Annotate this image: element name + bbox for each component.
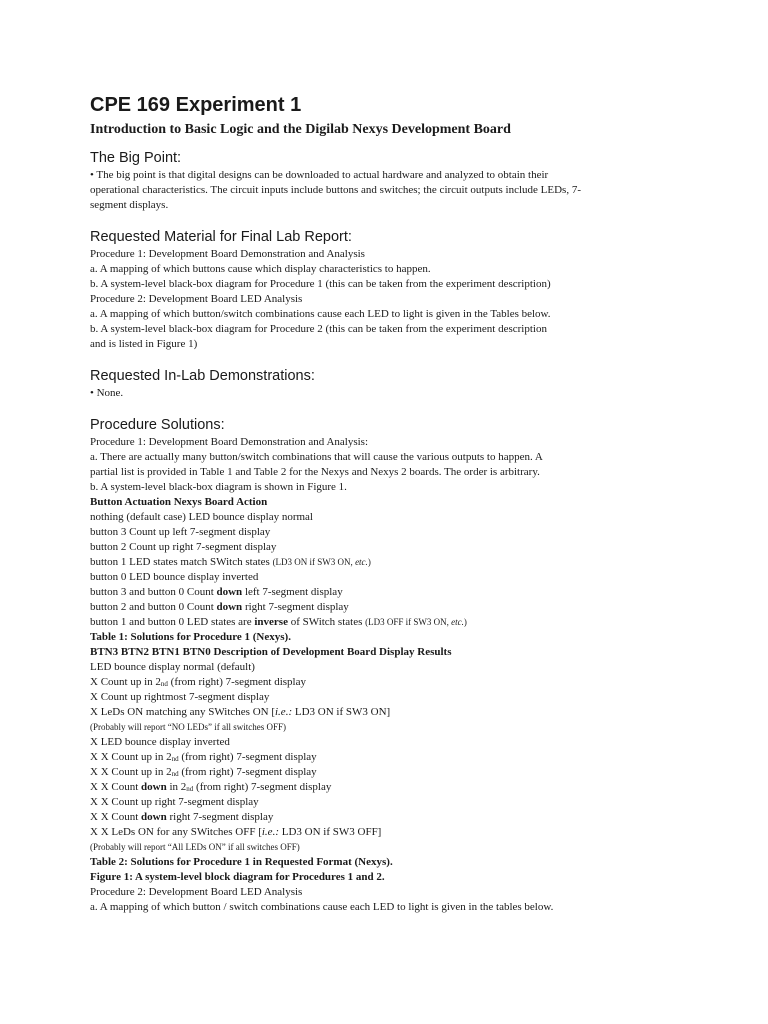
paragraph-line: a. A mapping of which button / switch combinations cause each LED to light is given in the tables below. (90, 901, 554, 913)
table-row (90, 825, 650, 840)
table-row (90, 675, 650, 690)
row-text: X Count up in 2 (90, 676, 161, 688)
table-row: nothing (default case) LED bounce display normal (90, 511, 313, 523)
paragraph-line: Procedure 2: Development Board LED Analysis (90, 886, 303, 898)
row-text: LD3 ON if SW3 ON] (292, 706, 391, 718)
table-row (90, 810, 650, 825)
row-text: (from right) 7-segment display (178, 751, 317, 763)
table2-caption: Table 2: Solutions for Procedure 1 in Requested Format (Nexys). (90, 856, 393, 868)
table1-caption: Table 1: Solutions for Procedure 1 (Nexys). (90, 631, 291, 643)
table-row: X Count up rightmost 7-segment display (90, 691, 270, 703)
paragraph-line: b. A system-level black-box diagram is shown in Figure 1. (90, 481, 347, 493)
row-note: ) (463, 617, 467, 627)
row-text: button 1 LED states match SWitch states (90, 556, 273, 568)
row-text: X LeDs ON matching any SWitches ON [ (90, 706, 275, 718)
table-row (90, 615, 650, 630)
table-row: LED bounce display normal (default) (90, 661, 255, 673)
table-row: X X Count up right 7-segment display (90, 796, 259, 808)
row-note: (LD3 OFF if SW3 ON, (365, 617, 452, 627)
paragraph-line: Procedure 1: Development Board Demonstration and Analysis (90, 248, 365, 260)
row-emphasis: down (216, 601, 243, 613)
row-text: X X Count up in 2 (90, 766, 172, 778)
paragraph-line: operational characteristics. The circuit inputs include buttons and switches; the circuit outputs include LEDs, 7- (90, 184, 581, 196)
row-text: button 2 and button 0 Count (90, 601, 217, 613)
row-text: button 1 and button 0 LED states are (90, 616, 255, 628)
paragraph-line: b. A system-level black-box diagram for Procedure 1 (this can be taken from the experiment description) (90, 278, 551, 290)
row-note-italic: etc. (451, 617, 464, 627)
row-text: X X Count up in 2 (90, 751, 172, 763)
table-row (90, 600, 650, 615)
row-text: in 2 (166, 781, 187, 793)
table-row (90, 585, 650, 600)
paragraph-line: • None. (90, 387, 124, 399)
section-heading-requested-material: Requested Material for Final Lab Report: (90, 229, 352, 245)
row-text: X X Count (90, 811, 142, 823)
table-row: X LED bounce display inverted (90, 736, 230, 748)
row-emphasis: down (141, 781, 167, 793)
row-text-italic: i.e.: (261, 826, 279, 838)
paragraph-line: and is listed in Figure 1) (90, 338, 198, 350)
paragraph-line: a. A mapping of which button/switch combinations cause each LED to light is given in the Tables below. (90, 308, 551, 320)
row-text: X X Count (90, 781, 142, 793)
document-subtitle: Introduction to Basic Logic and the Digilab Nexys Development Board (90, 122, 511, 137)
table-row (90, 555, 650, 570)
ordinal-suffix: nd (171, 755, 179, 763)
paragraph-line: a. A mapping of which buttons cause which display characteristics to happen. (90, 263, 431, 275)
paragraph-line: partial list is provided in Table 1 and Table 2 for the Nexys and Nexys 2 boards. The order is arbitrary. (90, 466, 540, 478)
paragraph-line: • The big point is that digital designs can be downloaded to actual hardware and analyzed to obtain their (90, 169, 549, 181)
section-heading-procedure-solutions: Procedure Solutions: (90, 417, 225, 433)
section-heading-big-point: The Big Point: (90, 150, 182, 166)
table2-header: BTN3 BTN2 BTN1 BTN0 Description of Development Board Display Results (90, 646, 452, 658)
row-text: left 7-segment display (242, 586, 343, 598)
row-emphasis: down (216, 586, 243, 598)
table-row (90, 750, 650, 765)
row-text: of SWitch states (287, 616, 366, 628)
row-text: LD3 ON if SW3 OFF] (278, 826, 382, 838)
table-row: button 3 Count up left 7-segment display (90, 526, 271, 538)
table-row (90, 780, 650, 795)
row-note-italic: etc. (355, 557, 368, 567)
table-row-note: (Probably will report “All LEDs ON” if all switches OFF) (90, 842, 300, 852)
row-text: button 3 and button 0 Count (90, 586, 217, 598)
row-text: (from right) 7-segment display (167, 676, 306, 688)
paragraph-line: a. There are actually many button/switch combinations that will cause the various outputs to happen. A (90, 451, 543, 463)
row-emphasis: down (141, 811, 167, 823)
paragraph-line: segment displays. (90, 199, 169, 211)
table-row: button 2 Count up right 7-segment display (90, 541, 277, 553)
paragraph-line: Procedure 1: Development Board Demonstration and Analysis: (90, 436, 368, 448)
section-heading-in-lab: Requested In-Lab Demonstrations: (90, 368, 315, 384)
row-text: right 7-segment display (166, 811, 274, 823)
row-note: (LD3 ON if SW3 ON, (272, 557, 356, 567)
table-row (90, 705, 650, 720)
table-row-note: (Probably will report “NO LEDs” if all switches OFF) (90, 722, 286, 732)
row-text: right 7-segment display (242, 601, 349, 613)
figure1-caption: Figure 1: A system-level block diagram for Procedures 1 and 2. (90, 871, 385, 883)
row-emphasis: inverse (254, 616, 288, 628)
table1-header: Button Actuation Nexys Board Action (90, 496, 268, 508)
row-text-italic: i.e.: (275, 706, 293, 718)
table-row: button 0 LED bounce display inverted (90, 571, 259, 583)
row-text: (from right) 7-segment display (178, 766, 317, 778)
row-note: ) (367, 557, 371, 567)
paragraph-line: Procedure 2: Development Board LED Analysis (90, 293, 303, 305)
table-row (90, 765, 650, 780)
paragraph-line: b. A system-level black-box diagram for Procedure 2 (this can be taken from the experiment description (90, 323, 547, 335)
ordinal-suffix: nd (186, 785, 194, 793)
ordinal-suffix: nd (160, 680, 168, 688)
row-text: X X LeDs ON for any SWitches OFF [ (90, 826, 262, 838)
document-title: CPE 169 Experiment 1 (90, 94, 302, 116)
document-page (90, 92, 650, 915)
row-text: (from right) 7-segment display (193, 781, 332, 793)
ordinal-suffix: nd (171, 770, 179, 778)
